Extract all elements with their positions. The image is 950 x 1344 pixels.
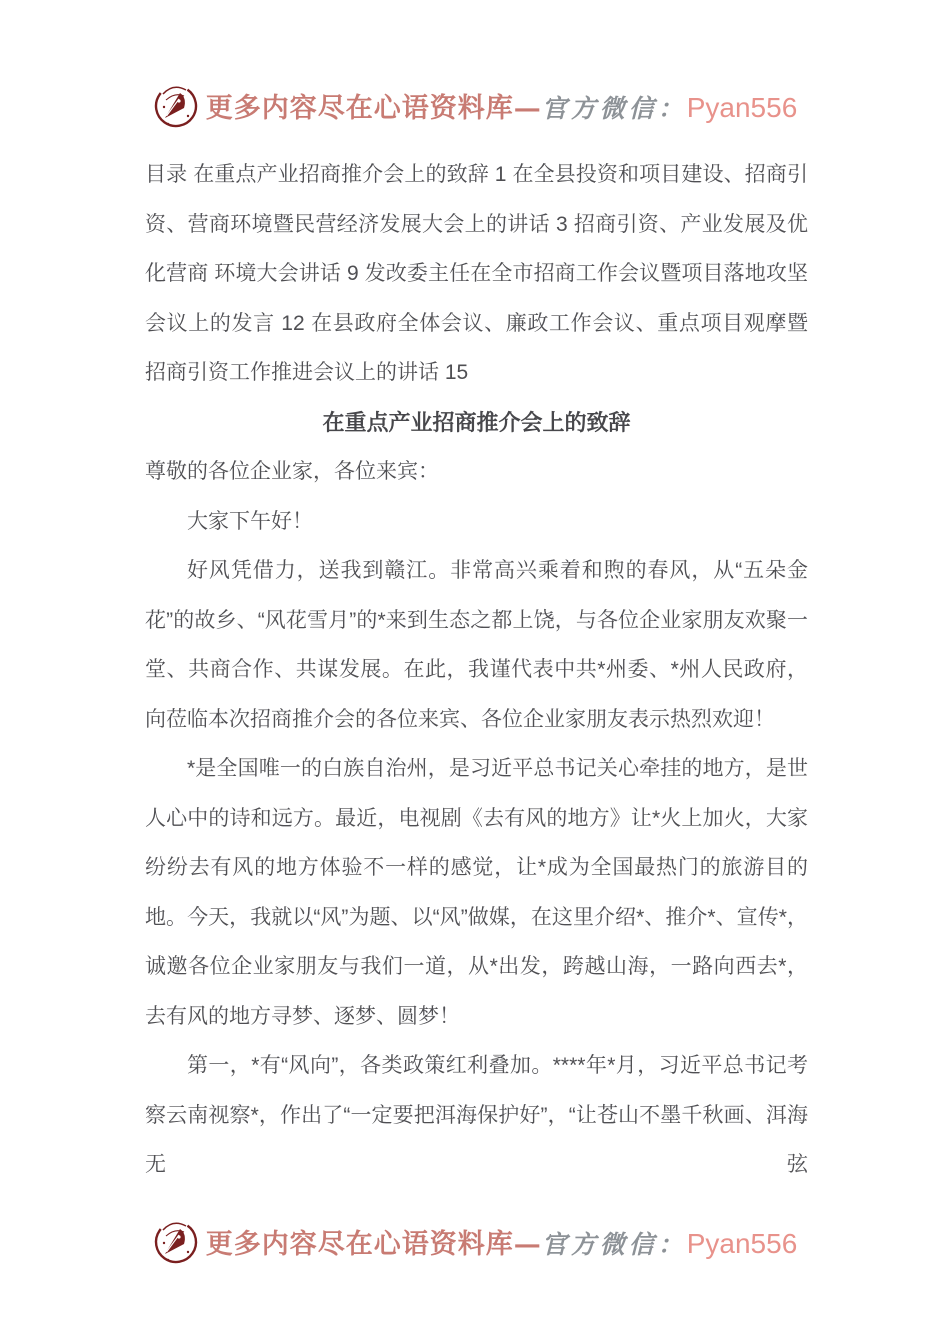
salutation-line: 尊敬的各位企业家，各位来宾： — [145, 460, 439, 483]
brand-wechat-account: Pyan556 — [686, 91, 798, 123]
document-body — [145, 150, 808, 1190]
brand-pen-logo-icon — [153, 1216, 199, 1266]
brand-wechat-account: Pyan556 — [686, 1227, 798, 1259]
brand-slogan: 更多内容尽在心语资料库— — [205, 1228, 542, 1260]
table-of-contents: 目录 在重点产业招商推介会上的致辞 1 在全县投资和项目建设、招商引资、营商环境暨民营经济发展大会上的讲话 3 招商引资、产业发展及优化营商 环境大会讲话 9 发改委主任在全市招商工作会议暨项目落地攻坚会议上的发言 12 在县政府全体会议、廉政工作会议、重点项目观摩暨招商引资工作推进会议上的讲话 15 — [145, 163, 808, 384]
paragraph-welcome: 好风凭借力，送我到赣江。非常高兴乘着和煦的春风，从“五朵金花”的故乡、“风花雪月”的*来到生态之都上饶，与各位企业家朋友欢聚一堂、共商合作、共谋发展。在此，我谨代表中共*州委、*州人民政府，向莅临本次招商推介会的各位来宾、各位企业家朋友表示热烈欢迎！ — [145, 559, 808, 731]
document-title: 在重点产业招商推介会上的致辞 — [322, 409, 631, 435]
paragraph-point-one: 第一，*有“风向”，各类政策红利叠加。****年*月，习近平总书记考察云南视察*，作出了“一定要把洱海保护好”，“让苍山不墨千秋画、洱海无弦 — [145, 1054, 808, 1176]
brand-pen-logo-icon — [153, 80, 199, 130]
brand-wechat-label: 官方微信： — [541, 93, 687, 123]
footer-watermark — [0, 1216, 950, 1266]
brand-text — [206, 1222, 798, 1261]
paragraph-greeting: 大家下午好！ — [187, 509, 313, 533]
brand-wechat-label: 官方微信： — [541, 1229, 687, 1259]
paragraph-introduction: *是全国唯一的白族自治州，是习近平总书记关心牵挂的地方，是世人心中的诗和远方。最近，电视剧《去有风的地方》让*火上加火，大家纷纷去有风的地方体验不一样的感觉，让*成为全国最热门的旅游目的地。今天，我就以“风”为题、以“风”做媒，在这里介绍*、推介*、宣传*，诚邀各位企业家朋友与我们一道，从*出发，跨越山海，一路向西去*，去有风的地方寻梦、逐梦、圆梦！ — [145, 757, 808, 1028]
brand-text — [206, 86, 798, 125]
brand-slogan: 更多内容尽在心语资料库— — [205, 92, 542, 124]
header-watermark — [0, 80, 950, 130]
